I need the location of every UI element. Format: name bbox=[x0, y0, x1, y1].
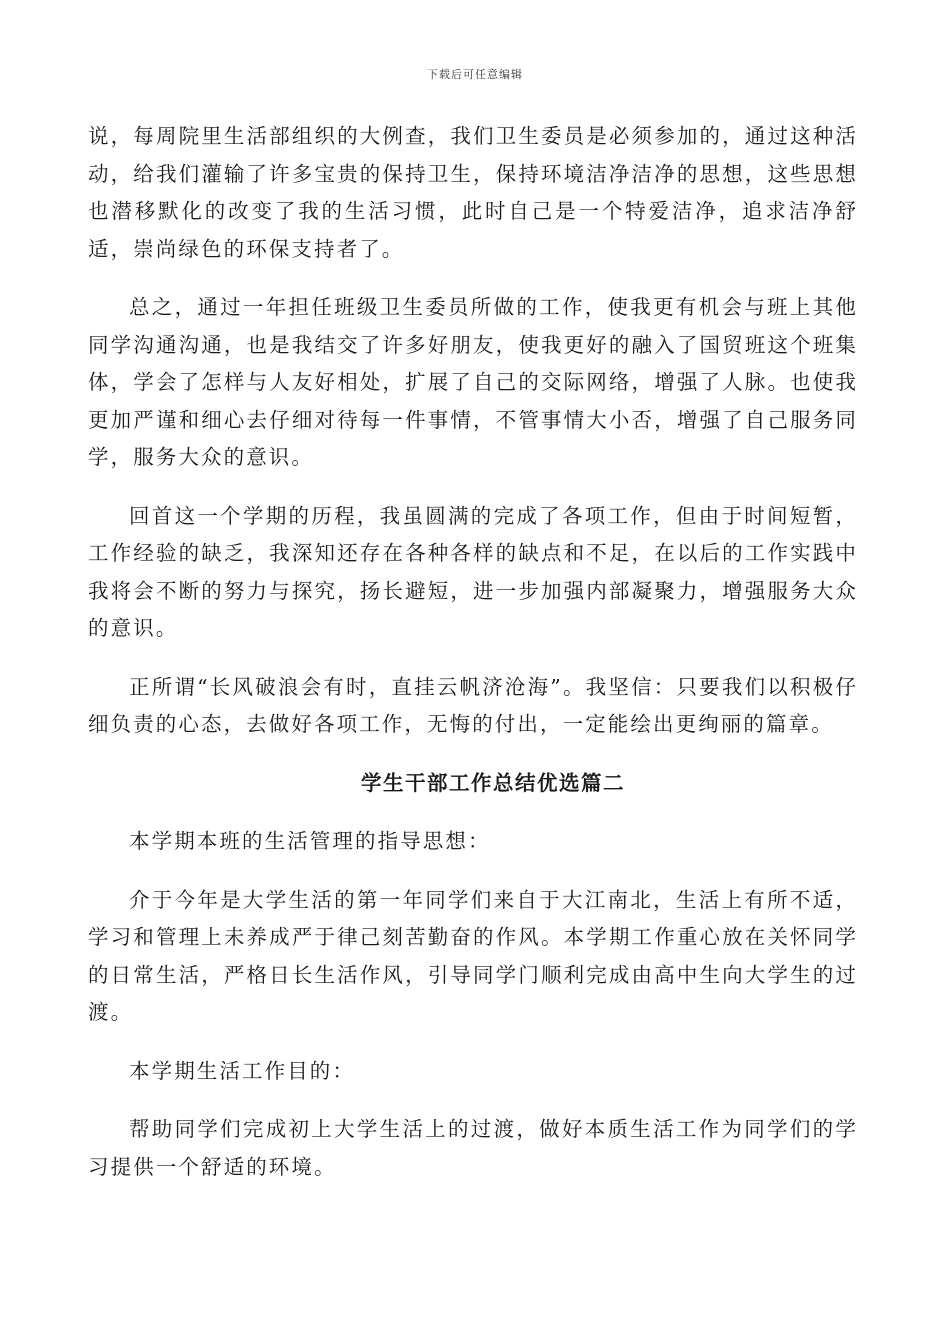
paragraph-goal-label: 本学期生活工作目的： bbox=[129, 1058, 355, 1083]
section-heading: 学生干部工作总结优选篇二 bbox=[361, 770, 625, 795]
paragraph-continued: 说，每周院里生活部组织的大例查，我们卫生委员是必须参加的，通过这种活动，给我们灌输了许多宝贵的保持卫生，保持环境洁净洁净的思想，这些思想也潜移默化的改变了我的生活习惯，此时自己是一个特爱洁净，追求洁净舒适，崇尚绿色的环保支持者了。 bbox=[88, 124, 858, 261]
paragraph-guiding-text: 介于今年是大学生活的第一年同学们来自于大江南北，生活上有所不适，学习和管理上未养成严于律己刻苦勤奋的作风。本学期工作重心放在关怀同学的日常生活，严格日长生活作风，引导同学门顺利完成由高中生向大学生的过渡。 bbox=[88, 887, 858, 1024]
paragraph-summary: 总之，通过一年担任班级卫生委员所做的工作，使我更有机会与班上其他同学沟通沟通，也是我结交了许多好朋友，使我更好的融入了国贸班这个班集体，学会了怎样与人友好相处，扩展了自己的交际网络，增强了人脉。也使我更加严谨和细心去仔细对待每一件事情，不管事情大小否，增强了自己服务同学，服务大众的意识。 bbox=[88, 295, 858, 469]
paragraph-goal-text: 帮助同学们完成初上大学生活上的过渡，做好本质生活工作为同学们的学习提供一个舒适的环境。 bbox=[88, 1117, 858, 1179]
document-body bbox=[88, 118, 858, 1186]
header-note: 下载后可任意编辑 bbox=[427, 68, 523, 81]
paragraph-guiding-label: 本学期本班的生活管理的指导思想： bbox=[129, 829, 491, 853]
paragraph-quote: 正所谓“长风破浪会有时，直挂云帆济沧海”。我坚信：只要我们以积极仔细负责的心态，去做好各项工作，无悔的付出，一定能绘出更绚丽的篇章。 bbox=[88, 674, 858, 736]
paragraph-review: 回首这一个学期的历程，我虽圆满的完成了各项工作，但由于时间短暂，工作经验的缺乏，我深知还存在各种各样的缺点和不足，在以后的工作实践中我将会不断的努力与探究，扬长避短，进一步加强内部凝聚力，增强服务大众的意识。 bbox=[88, 503, 858, 640]
